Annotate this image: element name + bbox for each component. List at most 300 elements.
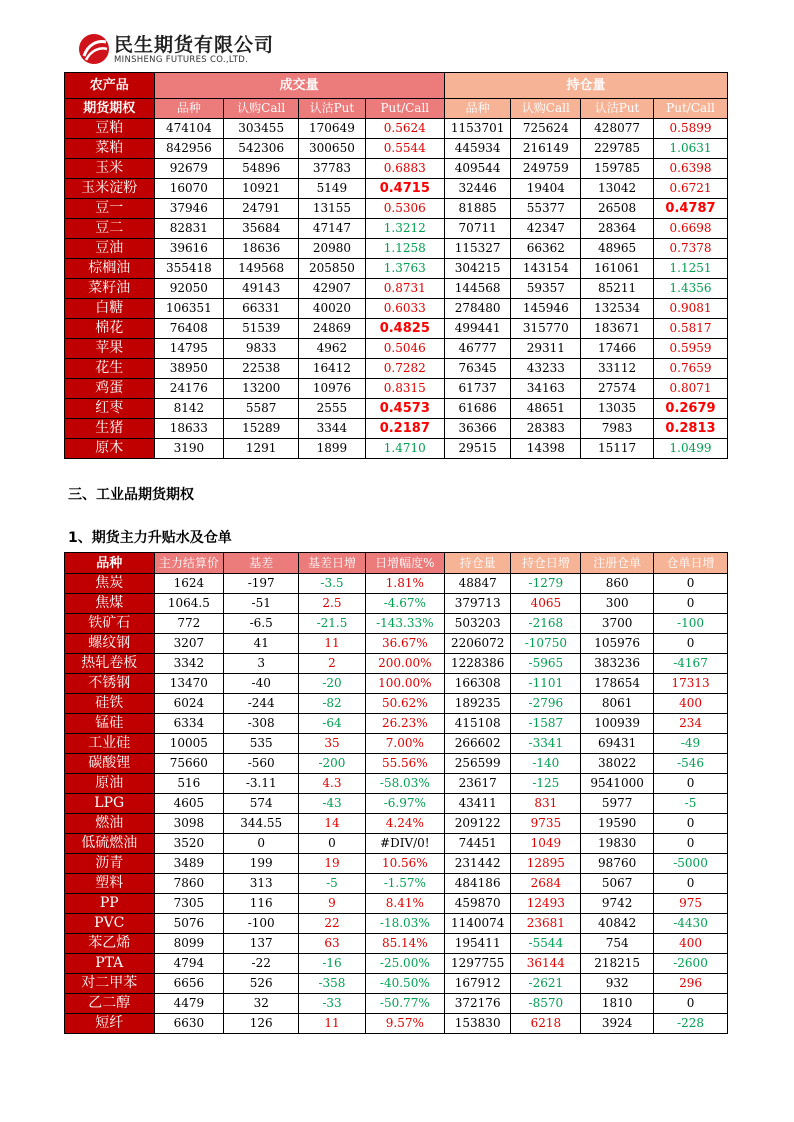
product-name-cell: PP bbox=[65, 894, 155, 914]
open-interest-cell: 484186 bbox=[444, 874, 511, 894]
warehouse-receipts-cell: 5977 bbox=[581, 794, 654, 814]
warehouse-receipts-cell: 932 bbox=[581, 974, 654, 994]
open-interest-cell: 43411 bbox=[444, 794, 511, 814]
volume-value-cell: 13200 bbox=[224, 379, 299, 399]
volume-value-cell: 5149 bbox=[299, 179, 366, 199]
receipts-daily-change-cell: 400 bbox=[654, 934, 728, 954]
table-row bbox=[65, 259, 728, 279]
oi-value-cell: 48965 bbox=[581, 239, 654, 259]
warehouse-receipts-cell: 300 bbox=[581, 594, 654, 614]
table-row bbox=[65, 654, 728, 674]
volume-value-cell: 66331 bbox=[224, 299, 299, 319]
settlement-price-cell: 6024 bbox=[154, 694, 224, 714]
table-row bbox=[65, 694, 728, 714]
receipts-daily-change-cell: 400 bbox=[654, 694, 728, 714]
volume-value-cell: 474104 bbox=[154, 119, 224, 139]
receipts-daily-change-cell: 0 bbox=[654, 814, 728, 834]
product-name-cell: 棉花 bbox=[65, 319, 155, 339]
oi-value-cell: 19404 bbox=[511, 179, 581, 199]
table-row bbox=[65, 159, 728, 179]
open-interest-cell: 256599 bbox=[444, 754, 511, 774]
oi-daily-change-cell: 23681 bbox=[511, 914, 581, 934]
volume-value-cell: 38950 bbox=[154, 359, 224, 379]
settlement-price-cell: 4605 bbox=[154, 794, 224, 814]
product-name-cell: 白糖 bbox=[65, 299, 155, 319]
volume-value-cell: 42907 bbox=[299, 279, 366, 299]
basis-cell: 0 bbox=[224, 834, 299, 854]
industrial-futures-table bbox=[64, 552, 728, 1034]
oi-value-cell: 76345 bbox=[444, 359, 511, 379]
volume-value-cell: 47147 bbox=[299, 219, 366, 239]
options-column-header: Put/Call bbox=[654, 99, 728, 119]
product-name-cell: 对二甲苯 bbox=[65, 974, 155, 994]
oi-put-call-ratio: 0.5959 bbox=[654, 339, 728, 359]
open-interest-cell: 415108 bbox=[444, 714, 511, 734]
open-interest-cell: 459870 bbox=[444, 894, 511, 914]
oi-value-cell: 46777 bbox=[444, 339, 511, 359]
volume-value-cell: 92679 bbox=[154, 159, 224, 179]
open-interest-cell: 167912 bbox=[444, 974, 511, 994]
options-column-header: 认沽Put bbox=[581, 99, 654, 119]
industrial-column-header: 日增幅度% bbox=[365, 553, 444, 574]
volume-put-call-ratio: 0.6033 bbox=[365, 299, 444, 319]
daily-change-pct-cell: 7.00% bbox=[365, 734, 444, 754]
table-row bbox=[65, 674, 728, 694]
oi-put-call-ratio: 0.6721 bbox=[654, 179, 728, 199]
receipts-daily-change-cell: 0 bbox=[654, 634, 728, 654]
daily-change-pct-cell: 8.41% bbox=[365, 894, 444, 914]
oi-put-call-ratio: 1.1251 bbox=[654, 259, 728, 279]
volume-value-cell: 2555 bbox=[299, 399, 366, 419]
product-name-cell: PVC bbox=[65, 914, 155, 934]
oi-value-cell: 249759 bbox=[511, 159, 581, 179]
volume-value-cell: 18636 bbox=[224, 239, 299, 259]
volume-value-cell: 355418 bbox=[154, 259, 224, 279]
open-interest-cell: 231442 bbox=[444, 854, 511, 874]
volume-value-cell: 542306 bbox=[224, 139, 299, 159]
volume-value-cell: 303455 bbox=[224, 119, 299, 139]
product-name-cell: 菜粕 bbox=[65, 139, 155, 159]
oi-value-cell: 13042 bbox=[581, 179, 654, 199]
oi-value-cell: 13035 bbox=[581, 399, 654, 419]
warehouse-receipts-cell: 9742 bbox=[581, 894, 654, 914]
volume-value-cell: 39616 bbox=[154, 239, 224, 259]
receipts-daily-change-cell: -49 bbox=[654, 734, 728, 754]
table-row bbox=[65, 139, 728, 159]
basis-daily-change-cell: 19 bbox=[299, 854, 366, 874]
table-row bbox=[65, 419, 728, 439]
settlement-price-cell: 3207 bbox=[154, 634, 224, 654]
basis-cell: 344.55 bbox=[224, 814, 299, 834]
volume-value-cell: 20980 bbox=[299, 239, 366, 259]
oi-value-cell: 14398 bbox=[511, 439, 581, 459]
product-name-cell: 硅铁 bbox=[65, 694, 155, 714]
oi-value-cell: 428077 bbox=[581, 119, 654, 139]
product-name-cell: 焦炭 bbox=[65, 574, 155, 594]
settlement-price-cell: 7860 bbox=[154, 874, 224, 894]
warehouse-receipts-cell: 100939 bbox=[581, 714, 654, 734]
oi-put-call-ratio: 0.5899 bbox=[654, 119, 728, 139]
receipts-daily-change-cell: 0 bbox=[654, 834, 728, 854]
product-name-cell: 苯乙烯 bbox=[65, 934, 155, 954]
settlement-price-cell: 6334 bbox=[154, 714, 224, 734]
settlement-price-cell: 10005 bbox=[154, 734, 224, 754]
table-row bbox=[65, 974, 728, 994]
basis-daily-change-cell: 35 bbox=[299, 734, 366, 754]
table-row bbox=[65, 1014, 728, 1034]
table-row bbox=[65, 614, 728, 634]
receipts-daily-change-cell: -4167 bbox=[654, 654, 728, 674]
oi-value-cell: 725624 bbox=[511, 119, 581, 139]
industrial-column-header: 持仓日增 bbox=[511, 553, 581, 574]
settlement-price-cell: 3489 bbox=[154, 854, 224, 874]
basis-daily-change-cell: 11 bbox=[299, 1014, 366, 1034]
oi-put-call-ratio: 0.9081 bbox=[654, 299, 728, 319]
table-row bbox=[65, 774, 728, 794]
warehouse-receipts-cell: 19590 bbox=[581, 814, 654, 834]
receipts-daily-change-cell: 975 bbox=[654, 894, 728, 914]
receipts-daily-change-cell: -546 bbox=[654, 754, 728, 774]
oi-daily-change-cell: 831 bbox=[511, 794, 581, 814]
warehouse-receipts-cell: 3924 bbox=[581, 1014, 654, 1034]
oi-daily-change-cell: -2621 bbox=[511, 974, 581, 994]
receipts-daily-change-cell: -228 bbox=[654, 1014, 728, 1034]
basis-daily-change-cell: -33 bbox=[299, 994, 366, 1014]
basis-daily-change-cell: -358 bbox=[299, 974, 366, 994]
receipts-daily-change-cell: 234 bbox=[654, 714, 728, 734]
volume-value-cell: 106351 bbox=[154, 299, 224, 319]
basis-daily-change-cell: -3.5 bbox=[299, 574, 366, 594]
table-row bbox=[65, 814, 728, 834]
oi-value-cell: 66362 bbox=[511, 239, 581, 259]
open-interest-cell: 166308 bbox=[444, 674, 511, 694]
oi-value-cell: 33112 bbox=[581, 359, 654, 379]
table-row bbox=[65, 359, 728, 379]
volume-value-cell: 49143 bbox=[224, 279, 299, 299]
agri-options-table bbox=[64, 72, 728, 459]
basis-daily-change-cell: 14 bbox=[299, 814, 366, 834]
oi-value-cell: 143154 bbox=[511, 259, 581, 279]
oi-value-cell: 61686 bbox=[444, 399, 511, 419]
oi-value-cell: 29311 bbox=[511, 339, 581, 359]
table-row bbox=[65, 874, 728, 894]
volume-value-cell: 54896 bbox=[224, 159, 299, 179]
open-interest-cell: 379713 bbox=[444, 594, 511, 614]
volume-value-cell: 1899 bbox=[299, 439, 366, 459]
table-row bbox=[65, 894, 728, 914]
basis-daily-change-cell: 63 bbox=[299, 934, 366, 954]
product-name-cell: 燃油 bbox=[65, 814, 155, 834]
oi-value-cell: 159785 bbox=[581, 159, 654, 179]
table-row bbox=[65, 594, 728, 614]
settlement-price-cell: 13470 bbox=[154, 674, 224, 694]
oi-daily-change-cell: -2168 bbox=[511, 614, 581, 634]
table-row bbox=[65, 954, 728, 974]
basis-cell: 41 bbox=[224, 634, 299, 654]
product-name-cell: 棕榈油 bbox=[65, 259, 155, 279]
receipts-daily-change-cell: 17313 bbox=[654, 674, 728, 694]
basis-cell: 32 bbox=[224, 994, 299, 1014]
basis-daily-change-cell: 11 bbox=[299, 634, 366, 654]
product-name-cell: 原木 bbox=[65, 439, 155, 459]
settlement-price-cell: 516 bbox=[154, 774, 224, 794]
oi-value-cell: 17466 bbox=[581, 339, 654, 359]
basis-cell: -6.5 bbox=[224, 614, 299, 634]
basis-cell: 199 bbox=[224, 854, 299, 874]
oi-put-call-ratio: 0.6698 bbox=[654, 219, 728, 239]
volume-value-cell: 16412 bbox=[299, 359, 366, 379]
oi-value-cell: 28383 bbox=[511, 419, 581, 439]
settlement-price-cell: 5076 bbox=[154, 914, 224, 934]
product-name-cell: 铁矿石 bbox=[65, 614, 155, 634]
open-interest-cell: 74451 bbox=[444, 834, 511, 854]
oi-daily-change-cell: 4065 bbox=[511, 594, 581, 614]
product-name-cell: 豆一 bbox=[65, 199, 155, 219]
open-interest-cell: 372176 bbox=[444, 994, 511, 1014]
volume-put-call-ratio: 0.2187 bbox=[365, 419, 444, 439]
basis-cell: 137 bbox=[224, 934, 299, 954]
open-interest-cell: 1140074 bbox=[444, 914, 511, 934]
volume-value-cell: 76408 bbox=[154, 319, 224, 339]
daily-change-pct-cell: 26.23% bbox=[365, 714, 444, 734]
daily-change-pct-cell: -40.50% bbox=[365, 974, 444, 994]
basis-daily-change-cell: 2 bbox=[299, 654, 366, 674]
oi-put-call-ratio: 0.4787 bbox=[654, 199, 728, 219]
settlement-price-cell: 6630 bbox=[154, 1014, 224, 1034]
product-name-cell: 豆二 bbox=[65, 219, 155, 239]
basis-daily-change-cell: -16 bbox=[299, 954, 366, 974]
oi-value-cell: 15117 bbox=[581, 439, 654, 459]
oi-value-cell: 216149 bbox=[511, 139, 581, 159]
volume-value-cell: 1291 bbox=[224, 439, 299, 459]
volume-value-cell: 14795 bbox=[154, 339, 224, 359]
oi-daily-change-cell: 12493 bbox=[511, 894, 581, 914]
oi-daily-change-cell: 2684 bbox=[511, 874, 581, 894]
oi-daily-change-cell: -2796 bbox=[511, 694, 581, 714]
product-name-cell: 苹果 bbox=[65, 339, 155, 359]
oi-daily-change-cell: 12895 bbox=[511, 854, 581, 874]
volume-value-cell: 22538 bbox=[224, 359, 299, 379]
volume-value-cell: 149568 bbox=[224, 259, 299, 279]
table-row bbox=[65, 934, 728, 954]
oi-value-cell: 28364 bbox=[581, 219, 654, 239]
oi-daily-change-cell: -5544 bbox=[511, 934, 581, 954]
warehouse-receipts-cell: 9541000 bbox=[581, 774, 654, 794]
warehouse-receipts-cell: 218215 bbox=[581, 954, 654, 974]
warehouse-receipts-cell: 754 bbox=[581, 934, 654, 954]
basis-cell: 116 bbox=[224, 894, 299, 914]
open-interest-section-header: 持仓量 bbox=[444, 73, 727, 99]
open-interest-cell: 209122 bbox=[444, 814, 511, 834]
oi-value-cell: 304215 bbox=[444, 259, 511, 279]
receipts-daily-change-cell: -5000 bbox=[654, 854, 728, 874]
oi-value-cell: 115327 bbox=[444, 239, 511, 259]
options-column-header: Put/Call bbox=[365, 99, 444, 119]
settlement-price-cell: 1064.5 bbox=[154, 594, 224, 614]
table-row bbox=[65, 734, 728, 754]
receipts-daily-change-cell: 0 bbox=[654, 874, 728, 894]
basis-cell: 526 bbox=[224, 974, 299, 994]
warehouse-receipts-cell: 1810 bbox=[581, 994, 654, 1014]
volume-value-cell: 37783 bbox=[299, 159, 366, 179]
daily-change-pct-cell: -25.00% bbox=[365, 954, 444, 974]
basis-cell: -100 bbox=[224, 914, 299, 934]
options-column-header: 认沽Put bbox=[299, 99, 366, 119]
basis-cell: -560 bbox=[224, 754, 299, 774]
product-name-cell: 碳酸锂 bbox=[65, 754, 155, 774]
basis-cell: -22 bbox=[224, 954, 299, 974]
product-name-cell: 工业硅 bbox=[65, 734, 155, 754]
industrial-header-row bbox=[65, 553, 728, 574]
table-row bbox=[65, 219, 728, 239]
volume-value-cell: 82831 bbox=[154, 219, 224, 239]
volume-put-call-ratio: 0.7282 bbox=[365, 359, 444, 379]
oi-daily-change-cell: -125 bbox=[511, 774, 581, 794]
open-interest-cell: 48847 bbox=[444, 574, 511, 594]
volume-put-call-ratio: 0.4825 bbox=[365, 319, 444, 339]
basis-daily-change-cell: -43 bbox=[299, 794, 366, 814]
daily-change-pct-cell: 4.24% bbox=[365, 814, 444, 834]
basis-cell: 535 bbox=[224, 734, 299, 754]
table-row bbox=[65, 299, 728, 319]
oi-value-cell: 34163 bbox=[511, 379, 581, 399]
volume-value-cell: 15289 bbox=[224, 419, 299, 439]
settlement-price-cell: 6656 bbox=[154, 974, 224, 994]
product-name-cell: 低硫燃油 bbox=[65, 834, 155, 854]
oi-value-cell: 183671 bbox=[581, 319, 654, 339]
table-row bbox=[65, 339, 728, 359]
product-name-cell: 菜籽油 bbox=[65, 279, 155, 299]
daily-change-pct-cell: -18.03% bbox=[365, 914, 444, 934]
options-column-header: 品种 bbox=[154, 99, 224, 119]
volume-put-call-ratio: 0.5544 bbox=[365, 139, 444, 159]
volume-put-call-ratio: 0.4573 bbox=[365, 399, 444, 419]
table-row bbox=[65, 574, 728, 594]
basis-daily-change-cell: -21.5 bbox=[299, 614, 366, 634]
daily-change-pct-cell: 9.57% bbox=[365, 1014, 444, 1034]
oi-daily-change-cell: 6218 bbox=[511, 1014, 581, 1034]
logo-english-name: MINSHENG FUTURES CO.,LTD. bbox=[114, 55, 249, 65]
open-interest-cell: 1228386 bbox=[444, 654, 511, 674]
industrial-column-header: 基差日增 bbox=[299, 553, 366, 574]
volume-put-call-ratio: 0.5624 bbox=[365, 119, 444, 139]
table-row bbox=[65, 634, 728, 654]
table-row bbox=[65, 794, 728, 814]
warehouse-receipts-cell: 860 bbox=[581, 574, 654, 594]
oi-value-cell: 81885 bbox=[444, 199, 511, 219]
basis-cell: -40 bbox=[224, 674, 299, 694]
warehouse-receipts-cell: 38022 bbox=[581, 754, 654, 774]
warehouse-receipts-cell: 69431 bbox=[581, 734, 654, 754]
product-name-cell: 原油 bbox=[65, 774, 155, 794]
oi-value-cell: 26508 bbox=[581, 199, 654, 219]
open-interest-cell: 195411 bbox=[444, 934, 511, 954]
table-row bbox=[65, 399, 728, 419]
volume-value-cell: 35684 bbox=[224, 219, 299, 239]
volume-put-call-ratio: 0.4715 bbox=[365, 179, 444, 199]
settlement-price-cell: 3098 bbox=[154, 814, 224, 834]
volume-value-cell: 842956 bbox=[154, 139, 224, 159]
basis-daily-change-cell: -5 bbox=[299, 874, 366, 894]
product-name-cell: LPG bbox=[65, 794, 155, 814]
industrial-column-header: 持仓量 bbox=[444, 553, 511, 574]
daily-change-pct-cell: 200.00% bbox=[365, 654, 444, 674]
oi-daily-change-cell: -3341 bbox=[511, 734, 581, 754]
industrial-column-header: 仓单日增 bbox=[654, 553, 728, 574]
oi-value-cell: 278480 bbox=[444, 299, 511, 319]
product-name-cell: 花生 bbox=[65, 359, 155, 379]
daily-change-pct-cell: 10.56% bbox=[365, 854, 444, 874]
product-name-cell: 沥青 bbox=[65, 854, 155, 874]
daily-change-pct-cell: -143.33% bbox=[365, 614, 444, 634]
volume-value-cell: 24791 bbox=[224, 199, 299, 219]
volume-value-cell: 9833 bbox=[224, 339, 299, 359]
warehouse-receipts-cell: 40842 bbox=[581, 914, 654, 934]
basis-cell: -308 bbox=[224, 714, 299, 734]
warehouse-receipts-cell: 19830 bbox=[581, 834, 654, 854]
options-column-header: 认购Call bbox=[224, 99, 299, 119]
open-interest-cell: 153830 bbox=[444, 1014, 511, 1034]
warehouse-receipts-cell: 98760 bbox=[581, 854, 654, 874]
receipts-daily-change-cell: 0 bbox=[654, 994, 728, 1014]
basis-cell: 3 bbox=[224, 654, 299, 674]
warehouse-receipts-cell: 3700 bbox=[581, 614, 654, 634]
table-row bbox=[65, 379, 728, 399]
settlement-price-cell: 4794 bbox=[154, 954, 224, 974]
settlement-price-cell: 3342 bbox=[154, 654, 224, 674]
volume-value-cell: 5587 bbox=[224, 399, 299, 419]
open-interest-cell: 1297755 bbox=[444, 954, 511, 974]
volume-value-cell: 13155 bbox=[299, 199, 366, 219]
warehouse-receipts-cell: 383236 bbox=[581, 654, 654, 674]
volume-put-call-ratio: 0.6883 bbox=[365, 159, 444, 179]
oi-daily-change-cell: -1101 bbox=[511, 674, 581, 694]
options-title-line2: 期货期权 bbox=[65, 99, 155, 119]
oi-put-call-ratio: 0.2813 bbox=[654, 419, 728, 439]
daily-change-pct-cell: 1.81% bbox=[365, 574, 444, 594]
oi-value-cell: 499441 bbox=[444, 319, 511, 339]
product-name-cell: 不锈钢 bbox=[65, 674, 155, 694]
daily-change-pct-cell: -6.97% bbox=[365, 794, 444, 814]
receipts-daily-change-cell: 296 bbox=[654, 974, 728, 994]
industrial-column-header: 品种 bbox=[65, 553, 155, 574]
section-3-1-subheading: 1、期货主力升贴水及仓单 bbox=[68, 530, 232, 546]
volume-value-cell: 92050 bbox=[154, 279, 224, 299]
oi-value-cell: 27574 bbox=[581, 379, 654, 399]
open-interest-cell: 23617 bbox=[444, 774, 511, 794]
product-name-cell: 焦煤 bbox=[65, 594, 155, 614]
basis-daily-change-cell: -20 bbox=[299, 674, 366, 694]
volume-value-cell: 300650 bbox=[299, 139, 366, 159]
product-name-cell: 生猪 bbox=[65, 419, 155, 439]
table-row bbox=[65, 279, 728, 299]
table-row bbox=[65, 914, 728, 934]
company-logo bbox=[78, 30, 318, 70]
basis-daily-change-cell: 4.3 bbox=[299, 774, 366, 794]
oi-value-cell: 7983 bbox=[581, 419, 654, 439]
volume-value-cell: 10976 bbox=[299, 379, 366, 399]
table-row bbox=[65, 239, 728, 259]
volume-value-cell: 3190 bbox=[154, 439, 224, 459]
daily-change-pct-cell: #DIV/0! bbox=[365, 834, 444, 854]
volume-value-cell: 170649 bbox=[299, 119, 366, 139]
basis-daily-change-cell: 2.5 bbox=[299, 594, 366, 614]
oi-value-cell: 161061 bbox=[581, 259, 654, 279]
open-interest-cell: 189235 bbox=[444, 694, 511, 714]
oi-value-cell: 229785 bbox=[581, 139, 654, 159]
table-row bbox=[65, 994, 728, 1014]
volume-put-call-ratio: 0.5306 bbox=[365, 199, 444, 219]
